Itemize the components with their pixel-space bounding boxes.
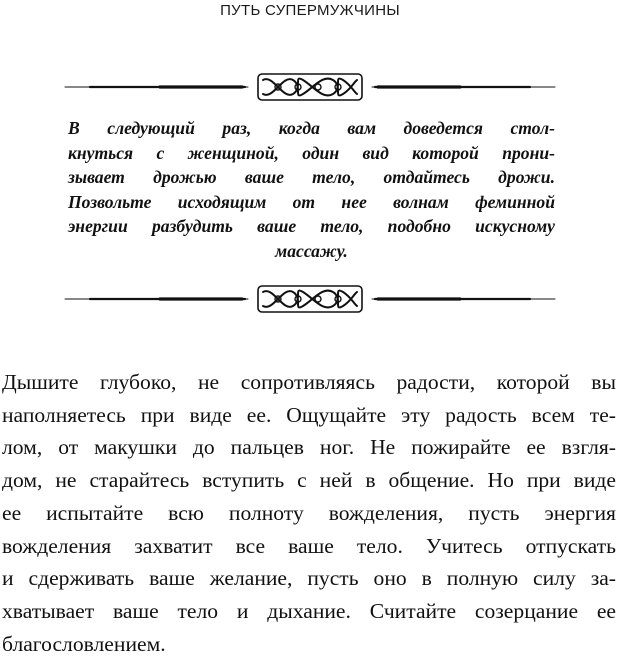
body-line: и сдерживать ваше желание, пусть оно в полную силу за- xyxy=(2,566,616,591)
quote-line: Позвольте исходящим от нее волнам феминной xyxy=(68,191,555,212)
body-line: дом, не старайтесь вступить с ней в общение. Но при виде xyxy=(2,468,616,493)
body-line: вожделения захватит все ваше тело. Учитесь отпускать xyxy=(2,533,616,558)
quote-line: массажу. xyxy=(275,240,348,261)
celtic-knot-divider-icon xyxy=(65,74,555,100)
quote-line: В следующий раз, когда вам доведется стол- xyxy=(68,118,555,138)
quote-line: зывает дрожью ваше тело, отдайтесь дрожи. xyxy=(68,167,555,188)
body-paragraph xyxy=(2,366,616,660)
body-line: благословлением. xyxy=(2,631,166,656)
celtic-knot-divider-top xyxy=(60,70,560,104)
body-line: наполняетесь при виде ее. Ощущайте эту радость всем те- xyxy=(2,402,616,427)
quote-line: кнуться с женщиной, один вид которой прони- xyxy=(68,142,555,163)
body-line: хватывает ваше тело и дыхание. Считайте созерцание ее xyxy=(2,598,616,623)
quote-line: энергии разбудить ваше тело, подобно искусному xyxy=(68,216,555,237)
body-line: ее испытайте всю полноту вожделения, пусть энергия xyxy=(2,500,616,525)
body-line: лом, от макушки до пальцев ног. Не пожирайте ее взгля- xyxy=(2,435,616,460)
body-line: Дышите глубоко, не сопротивляясь радости, которой вы xyxy=(2,370,616,394)
running-head: ПУТЬ СУПЕРМУЖЧИНЫ xyxy=(220,2,400,19)
pull-quote xyxy=(68,116,555,264)
celtic-knot-divider-icon xyxy=(65,286,555,312)
celtic-knot-divider-bottom xyxy=(60,282,560,316)
